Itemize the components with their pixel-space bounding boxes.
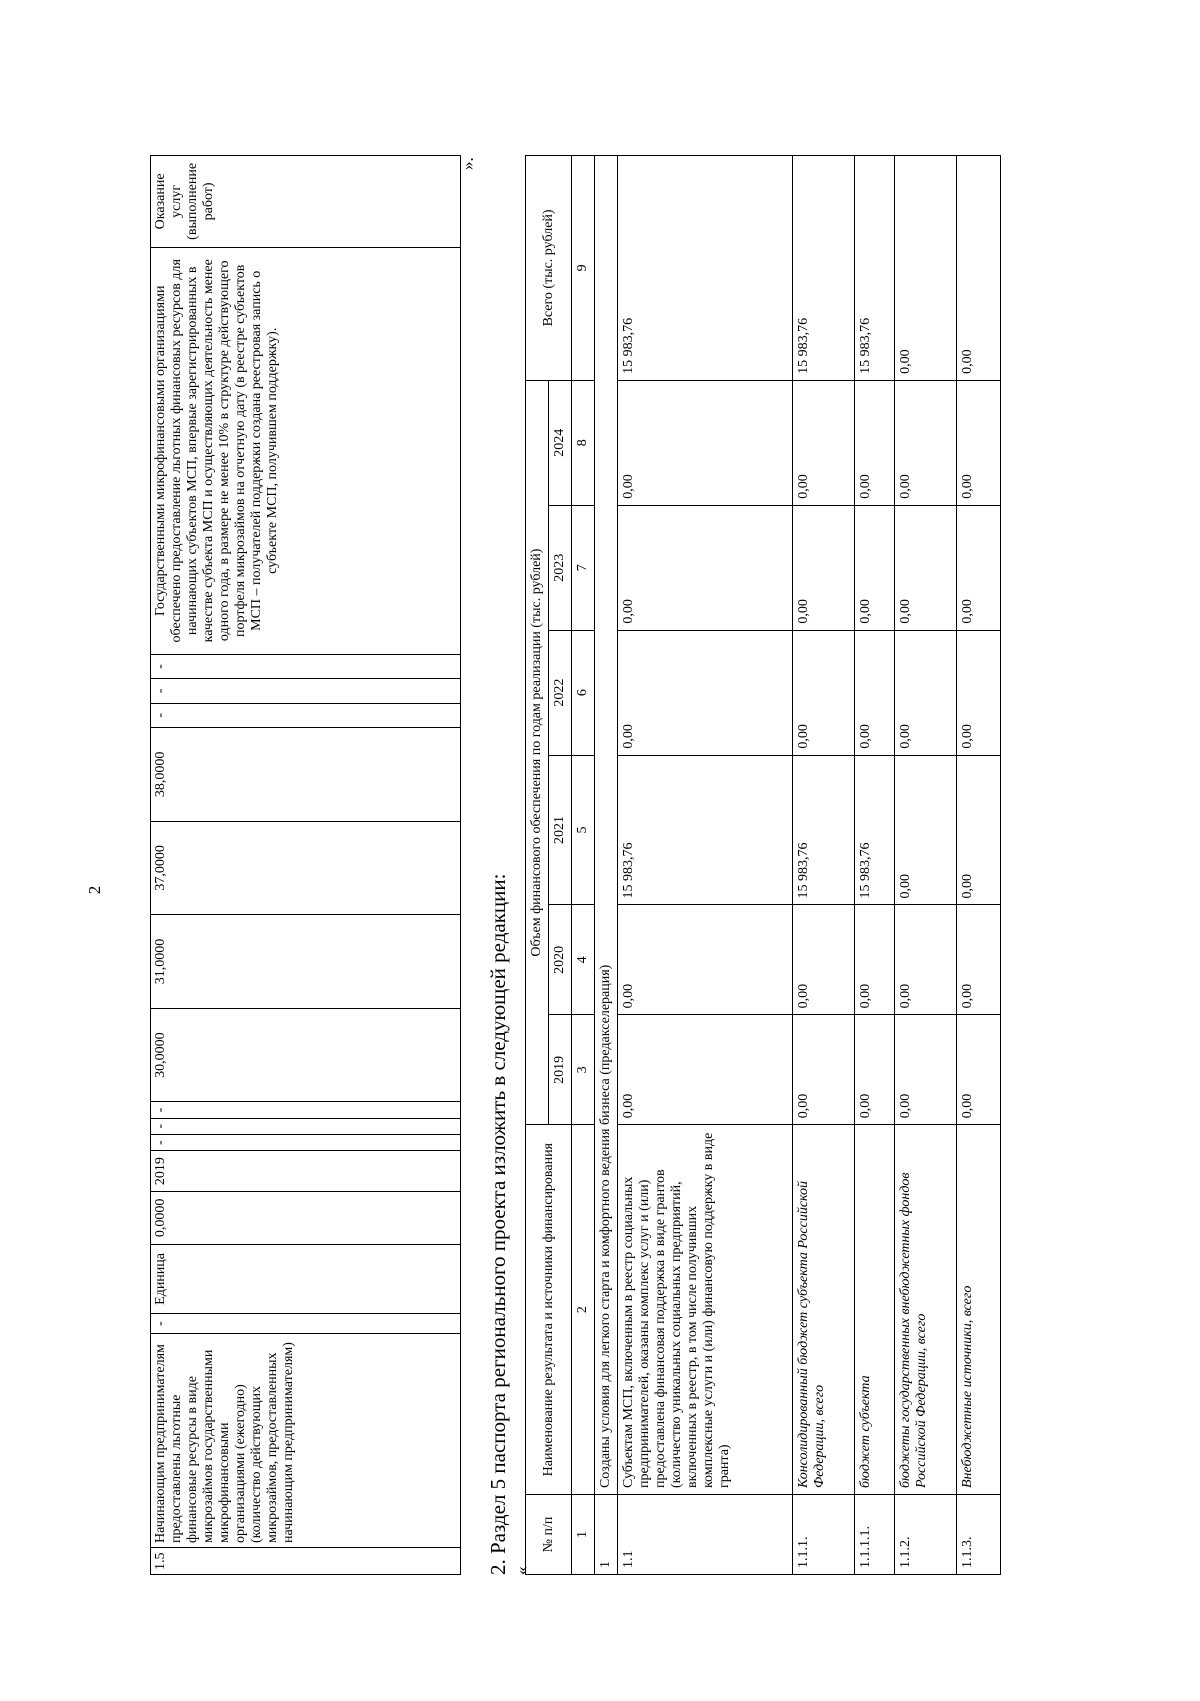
row-number: 1.1.1.1.	[855, 1495, 895, 1575]
row-value: 0,00	[895, 380, 957, 505]
value-2023-cell: 38,0000	[151, 728, 461, 822]
unit-cell: Единица	[151, 1244, 461, 1313]
row-value: 0,00	[895, 630, 957, 755]
dash-cell: -	[151, 1134, 461, 1150]
row-value: 0,00	[855, 1015, 895, 1125]
description-cell: Государственными микрофинансовыми организациями обеспечено предоставление льготных финансовых ресурсов для начинающих субъектов МСП, впервые зарегистрированных в качестве субъекта МСП и осуществляющих деятельность менее одного года, в размере не менее 10% в структуре действующего портфеля микрозаймов на отчетную дату (в реестре субъектов МСП – получателей поддержки создана реестровая запись о субъекте МСП, получившем поддержку).	[151, 247, 461, 654]
column-numbers-row	[572, 156, 595, 1575]
table-row	[855, 156, 895, 1575]
row-number: 1.1	[618, 1495, 793, 1575]
column-number: 2	[572, 1125, 595, 1495]
column-number: 6	[572, 630, 595, 755]
table-row	[957, 156, 1001, 1575]
header-year: 2023	[549, 505, 572, 630]
row-value: 0,00	[618, 380, 793, 505]
rotated-page-content	[150, 155, 1030, 1575]
base-value-cell: 0,0000	[151, 1191, 461, 1244]
header-year: 2020	[549, 905, 572, 1015]
header-year: 2021	[549, 755, 572, 905]
table-row	[895, 156, 957, 1575]
row-number: 1.1.2.	[895, 1495, 957, 1575]
row-value: 0,00	[895, 905, 957, 1015]
row-total: 15 983,76	[618, 156, 793, 381]
row-value: 0,00	[957, 380, 1001, 505]
row-name: Субъектам МСП, включенным в реестр социальных предпринимателей, оказаны комплекс услуг и (или) предоставлена финансовая поддержка в виде грантов (количество уникальных социальных предприятий, включенных в реестр, в том числе получивших комплексные услуги и (или) финансовую поддержку в виде гранта)	[618, 1125, 793, 1495]
row-number: 1.1.1.	[793, 1495, 855, 1575]
row-value: 0,00	[855, 630, 895, 755]
column-number: 3	[572, 1015, 595, 1125]
header-name: Наименование результата и источники финансирования	[526, 1125, 572, 1495]
row-value: 0,00	[957, 630, 1001, 755]
dash-cell: -	[151, 703, 461, 727]
row-value: 0,00	[618, 905, 793, 1015]
row-value: 0,00	[895, 1015, 957, 1125]
row-name: бюджеты государственных внебюджетных фондов Российской Федерации, всего	[895, 1125, 957, 1495]
row-value: 15 983,76	[618, 755, 793, 905]
value-2022-cell: 37,0000	[151, 821, 461, 915]
quote-open: «	[512, 1566, 531, 1575]
header-year: 2024	[549, 380, 572, 505]
row-value: 0,00	[855, 505, 895, 630]
column-number: 7	[572, 505, 595, 630]
row-total: 0,00	[957, 156, 1001, 381]
row-value: 0,00	[957, 1015, 1001, 1125]
column-number: 8	[572, 380, 595, 505]
row-value: 15 983,76	[793, 755, 855, 905]
row-value: 0,00	[855, 380, 895, 505]
row-value: 0,00	[793, 380, 855, 505]
row-name: бюджет субъекта	[855, 1125, 895, 1495]
dash-cell: -	[151, 1314, 461, 1334]
header-year: 2019	[549, 1015, 572, 1125]
dash-cell: -	[151, 1118, 461, 1134]
section-row	[595, 156, 618, 1575]
header-total: Всего (тыс. рублей)	[526, 156, 572, 381]
row-number: 1.5	[151, 1548, 461, 1575]
indicators-table	[150, 155, 461, 1575]
row-value: 0,00	[793, 505, 855, 630]
type-cell: Оказание услуг (выполнение работ)	[151, 156, 461, 248]
header-volume: Объем финансового обеспечения по годам реализации (тыс. рублей)	[526, 380, 549, 1124]
section-heading: 2. Раздел 5 паспорта регионального проекта изложить в следующей редакции:	[486, 873, 510, 1575]
table-row	[151, 156, 461, 1575]
dash-cell: -	[151, 679, 461, 703]
row-number: 1.1.3.	[957, 1495, 1001, 1575]
row-total: 0,00	[895, 156, 957, 381]
column-number: 1	[572, 1495, 595, 1575]
table-row	[618, 156, 793, 1575]
value-2020-cell: 30,0000	[151, 1008, 461, 1102]
row-value: 0,00	[957, 505, 1001, 630]
row-value: 0,00	[793, 1015, 855, 1125]
row-value: 0,00	[855, 905, 895, 1015]
base-year-cell: 2019	[151, 1151, 461, 1192]
row-total: 15 983,76	[793, 156, 855, 381]
quote-close: ».	[458, 157, 477, 170]
row-value: 0,00	[618, 505, 793, 630]
dash-cell: -	[151, 1102, 461, 1118]
page-number: 2	[85, 885, 104, 895]
header-year: 2022	[549, 630, 572, 755]
result-name: Начинающим предпринимателям предоставлены льготные финансовые ресурсы в виде микрозаймов государственными микрофинансовыми организациями (ежегодно) (количество действующих микрозаймов, предоставленных начинающим предпринимателям)	[151, 1334, 461, 1548]
financing-table	[525, 155, 1001, 1575]
row-value: 0,00	[957, 905, 1001, 1015]
row-total: 15 983,76	[855, 156, 895, 381]
row-value: 0,00	[793, 905, 855, 1015]
row-value: 0,00	[957, 755, 1001, 905]
row-value: 0,00	[895, 755, 957, 905]
section-number: 1	[595, 1495, 618, 1575]
table-row	[793, 156, 855, 1575]
column-number: 9	[572, 156, 595, 381]
row-value: 0,00	[793, 630, 855, 755]
header-num: № п/п	[526, 1495, 572, 1575]
value-2021-cell: 31,0000	[151, 915, 461, 1009]
row-value: 0,00	[618, 1015, 793, 1125]
row-name: Консолидированный бюджет субъекта Российской Федерации, всего	[793, 1125, 855, 1495]
row-value: 0,00	[895, 505, 957, 630]
section-title: Созданы условия для легкого старта и комфортного ведения бизнеса (предакселерация)	[595, 156, 618, 1495]
row-value: 15 983,76	[855, 755, 895, 905]
column-number: 5	[572, 755, 595, 905]
header-row	[526, 156, 549, 1575]
dash-cell: -	[151, 654, 461, 678]
row-name: Внебюджетные источники, всего	[957, 1125, 1001, 1495]
column-number: 4	[572, 905, 595, 1015]
row-value: 0,00	[618, 630, 793, 755]
